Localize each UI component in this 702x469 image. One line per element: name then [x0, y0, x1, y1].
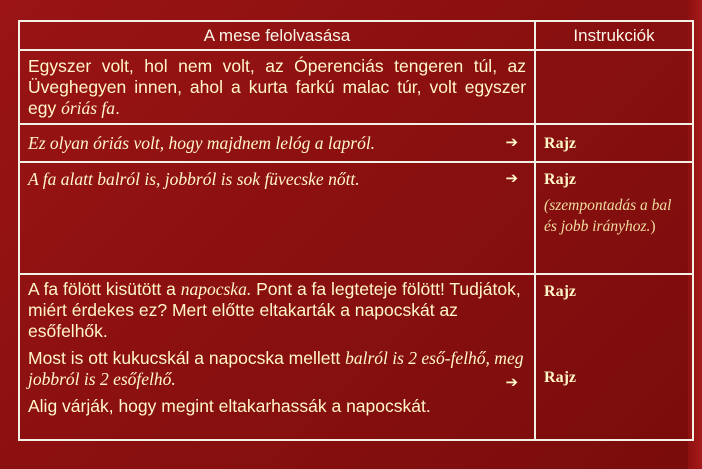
table-row — [19, 274, 693, 440]
story-text: Egyszer volt, hol nem volt, az Óperenciás tengeren túl, az Üveghegyen innen, ahol a kurta farkú malac túr, volt egyszer egy óriás fa. — [28, 56, 527, 118]
arrow-icon: ➔ — [505, 169, 519, 187]
arrow-icon: ➔ — [505, 133, 519, 151]
instruction-label: Rajz — [544, 283, 577, 300]
instruction-note: (szempontadás a bal és jobb irányhoz.) — [544, 197, 672, 235]
story-text: A fa alatt balról is, jobbról is sok füvecske nőtt. — [28, 169, 360, 189]
instruction-label: Rajz — [544, 171, 577, 188]
header-reading: A mese felolvasása — [19, 21, 535, 50]
story-cell — [19, 274, 535, 440]
story-paragraph-2: Most is ott kukucskál a napocska mellett balról is 2 eső-felhő, meg jobbról is 2 esőfelhő. — [28, 348, 524, 389]
instruction-cell — [535, 50, 693, 124]
table-row — [19, 162, 693, 274]
story-text: Ez olyan óriás volt, hogy majdnem lelóg a lapról. — [28, 133, 376, 153]
instruction-cell — [535, 124, 693, 162]
instruction-label: Rajz — [544, 135, 577, 152]
table-row — [19, 50, 693, 124]
instruction-cell — [535, 274, 693, 440]
story-table — [18, 20, 694, 441]
story-paragraph-1: A fa fölött kisütött a napocska. Pont a fa legteteje fölött! Tudjátok, miért érdekes ez? Mert előtte eltakarták a napocskát az esőfelhők. — [28, 279, 521, 341]
arrow-icon: ➔ — [505, 373, 519, 391]
header-instructions: Instrukciók — [535, 21, 693, 50]
emphasis-text: óriás fa — [61, 98, 116, 118]
story-cell — [19, 50, 535, 124]
story-cell — [19, 124, 535, 162]
table-row — [19, 124, 693, 162]
story-cell — [19, 162, 535, 274]
story-paragraph-3: Alig várják, hogy megint eltakarhassák a napocskát. — [28, 396, 431, 416]
instruction-cell — [535, 162, 693, 274]
header-row — [19, 21, 693, 50]
instruction-label: Rajz — [544, 369, 577, 386]
